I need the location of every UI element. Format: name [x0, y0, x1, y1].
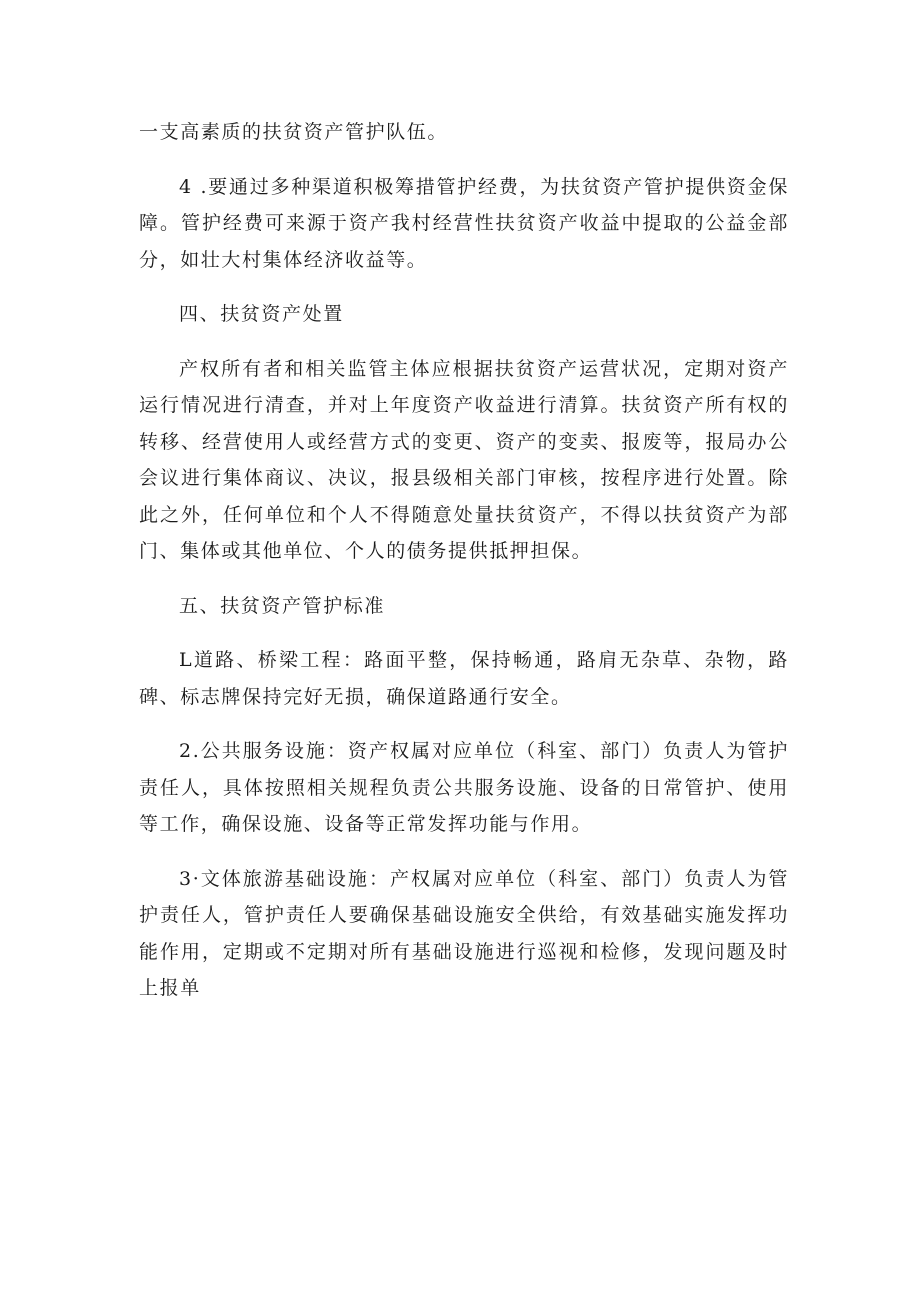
- paragraph-public-services: 2.公共服务设施：资产权属对应单位（科室、部门）负责人为管护责任人，具体按照相关规程负责公共服务设施、设备的日常管护、使用等工作，确保设施、设备等正常发挥功能与作用。: [139, 740, 789, 835]
- paragraph-continuation: 一支高素质的扶贫资产管护队伍。: [139, 121, 449, 143]
- paragraph-funding: 4 .要通过多种渠道积极筹措管护经费，为扶贫资产管护提供资金保障。管护经费可来源于资产我村经营性扶贫资产收益中提取的公益金部分，如壮大村集体经济收益等。: [139, 175, 789, 271]
- paragraph-culture-tourism: 3·文体旅游基础设施：产权属对应单位（科室、部门）负责人为管护责任人，管护责任人要确保基础设施安全供给，有效基础实施发挥功能作用，定期或不定期对所有基础设施进行巡视和检修，发现问题及时上报单: [139, 867, 789, 999]
- section-heading-standards: 五、扶贫资产管护标准: [179, 594, 386, 617]
- section-heading-disposal: 四、扶贫资产处置: [179, 303, 344, 325]
- document-body: [139, 114, 789, 1025]
- paragraph-roads-bridges: L道路、桥梁工程：路面平整，保持畅通，路肩无杂草、杂物，路碑、标志牌保持完好无损，确保道路通行安全。: [139, 649, 789, 708]
- paragraph-disposal: 产权所有者和相关监管主体应根据扶贫资产运营状况，定期对资产运行情况进行清查，并对上年度资产收益进行清算。扶贫资产所有权的转移、经营使用人或经营方式的变更、资产的变卖、报废等，报局办公会议进行集体商议、决议，报县级相关部门审核，按程序进行处置。除此之外，任何单位和个人不得随意处量扶贫资产，不得以扶贫资产为部门、集体或其他单位、个人的债务提供抵押担保。: [139, 357, 789, 562]
